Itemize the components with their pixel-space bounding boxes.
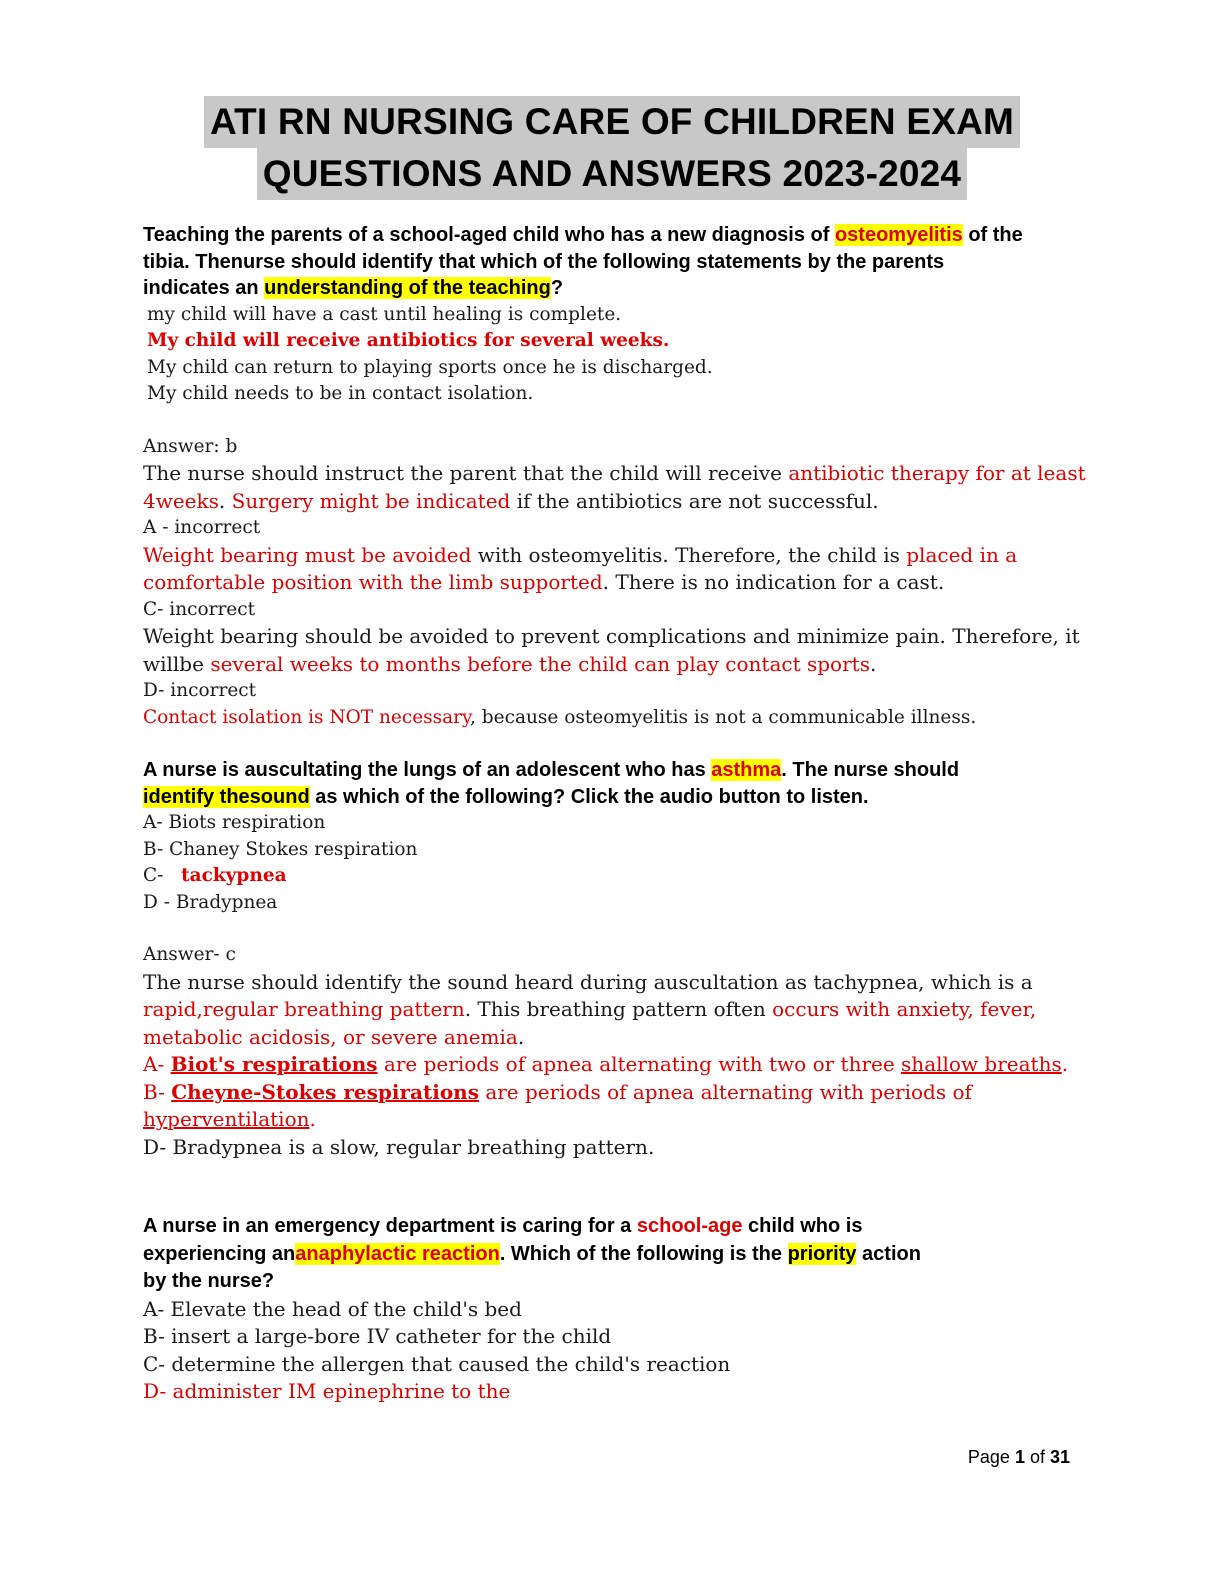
q2-d-line: D- Bradypnea is a slow, regular breathing pattern. — [143, 1134, 655, 1159]
q1-rationale-line-2: 4weeks. Surgery might be indicated if the antibiotics are not successful. — [143, 488, 879, 513]
highlight-osteomyelitis: osteomyelitis — [834, 224, 963, 246]
q3-option-d-correct: D- administer IM epinephrine to the — [143, 1379, 511, 1403]
q1-option-b-correct: My child will receive antibiotics for several weeks. — [147, 330, 670, 351]
q2-a-line: A- Biot's respirations are periods of apnea alternating with two or three shallow breaths. — [143, 1052, 1069, 1076]
q3-stem-line-1: A nurse in an emergency department is caring for a school-age child who is — [143, 1215, 863, 1237]
q3-stem-line-3: by the nurse? — [143, 1270, 275, 1292]
q2-b-line-2: hyperventilation. — [143, 1107, 316, 1131]
q1-c-line-1: Weight bearing should be avoided to prevent complications and minimize pain. Therefore, it — [143, 624, 1080, 648]
q1-option-a: my child will have a cast until healing is complete. — [147, 303, 622, 325]
q3-option-a: A- Elevate the head of the child's bed — [143, 1296, 522, 1321]
q1-c-line-2: willbe several weeks to months before the child can play contact sports. — [143, 651, 877, 676]
document-body — [143, 222, 1086, 1406]
q1-d-line-1: Contact isolation is NOT necessary, because osteomyelitis is not a communicable illness. — [143, 706, 977, 728]
highlight-identify-sound: identify thesound — [143, 785, 310, 808]
page-number: Page 1 of 31 — [967, 1447, 1070, 1467]
question-2 — [143, 757, 1078, 1161]
q1-stem-line-2: tibia. Thenurse should identify that which of the following statements by the parents — [143, 250, 945, 273]
highlight-asthma: asthma — [711, 759, 782, 781]
q1-rationale-line-1: The nurse should instruct the parent that the child will receive antibiotic therapy for at least — [143, 461, 1086, 485]
title-line-2: QUESTIONS AND ANSWERS 2023-2024 — [257, 148, 967, 200]
q2-b-line-1: B- Cheyne-Stokes respirations are periods of apnea alternating with periods of — [143, 1079, 972, 1104]
highlight-understanding: understanding of the teaching — [264, 277, 551, 299]
q2-rationale-line-3: metabolic acidosis, or severe anemia. — [143, 1024, 525, 1049]
q2-stem-line-1: A nurse is auscultating the lungs of an adolescent who has asthma. The nurse should — [143, 759, 960, 781]
document-title — [0, 96, 1224, 200]
question-3 — [143, 1213, 1078, 1406]
q1-a-label: A - incorrect — [143, 517, 261, 538]
q3-option-c: C- determine the allergen that caused the child's reaction — [143, 1351, 731, 1376]
q1-answer-label: Answer: b — [143, 435, 238, 457]
q2-option-d: D - Bradypnea — [143, 891, 278, 913]
q1-d-label: D- incorrect — [143, 680, 257, 701]
q1-c-label: C- incorrect — [143, 598, 256, 620]
q1-a-line-1: Weight bearing must be avoided with osteomyelitis. Therefore, the child is placed in a — [143, 542, 1018, 567]
title-line-1: ATI RN NURSING CARE OF CHILDREN EXAM — [204, 96, 1020, 148]
q2-answer-label: Answer- c — [143, 944, 236, 965]
q1-stem-line-1: Teaching the parents of a school-aged child who has a new diagnosis of osteomyelitis of the — [143, 224, 1023, 246]
q1-option-d: My child needs to be in contact isolation. — [147, 383, 534, 404]
question-1 — [143, 222, 1086, 731]
q3-option-b: B- insert a large-bore IV catheter for the child — [143, 1324, 612, 1348]
q2-option-a: A- Biots respiration — [143, 812, 326, 833]
highlight-priority: priority — [787, 1242, 857, 1265]
q3-stem-line-2: experiencing ananaphylactic reaction. Which of the following is the priority action — [143, 1242, 921, 1265]
q1-a-line-2: comfortable position with the limb supported. There is no indication for a cast. — [143, 570, 945, 594]
q2-rationale-line-2: rapid,regular breathing pattern. This breathing pattern often occurs with anxiety, fever, — [143, 997, 1037, 1021]
q2-option-c-correct: C- tackypnea — [143, 865, 287, 886]
q2-option-b: B- Chaney Stokes respiration — [143, 838, 418, 860]
q2-rationale-line-1: The nurse should identify the sound heard during auscultation as tachypnea, which is a — [143, 969, 1033, 994]
q1-stem-line-3: indicates an understanding of the teaching? — [143, 277, 564, 299]
q2-stem-line-2: identify thesound as which of the following? Click the audio button to listen. — [143, 785, 869, 808]
q1-option-c: My child can return to playing sports once he is discharged. — [147, 356, 713, 378]
highlight-anaphylactic: anaphylactic reaction — [295, 1242, 500, 1265]
